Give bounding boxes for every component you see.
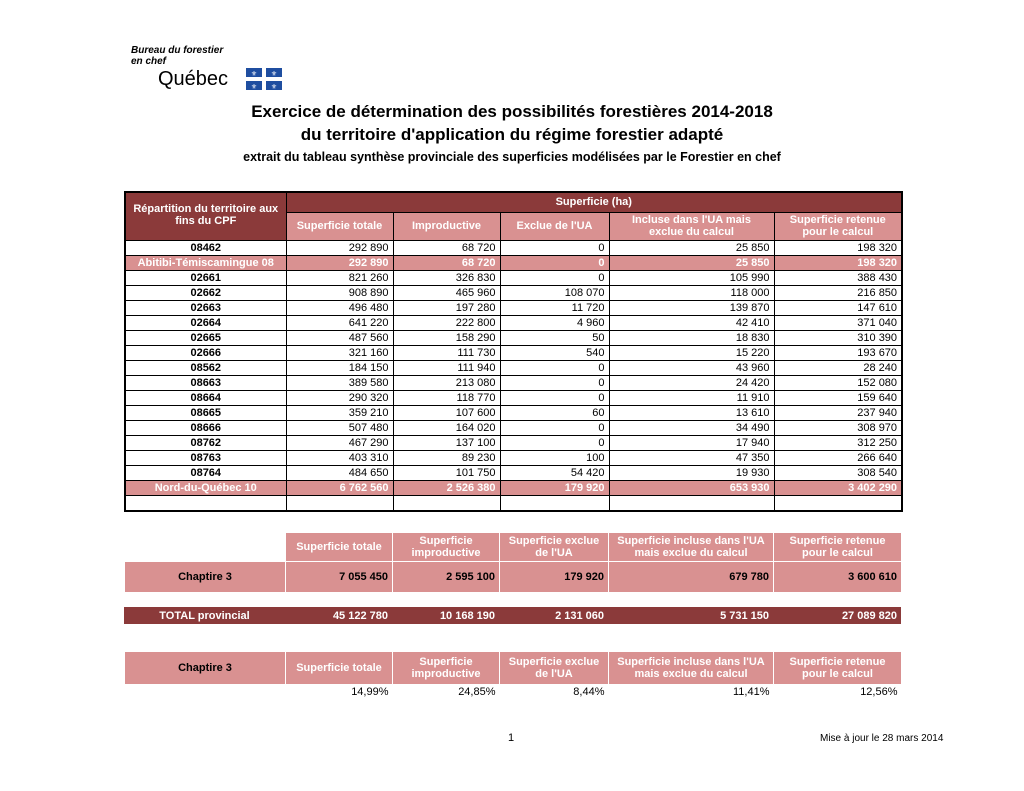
table-row	[125, 285, 902, 300]
svg-text:⚜: ⚜	[270, 71, 278, 78]
cell-value: 0	[500, 375, 609, 390]
total-value: 2 131 060	[499, 607, 608, 624]
row-label: 08562	[125, 360, 286, 375]
cell-value: 43 960	[609, 360, 774, 375]
cell-value: 467 290	[286, 435, 393, 450]
row-label: 08666	[125, 420, 286, 435]
cell-value: 100	[500, 450, 609, 465]
superficie-table	[124, 191, 903, 512]
cell-value: 198 320	[774, 255, 902, 270]
cell-value: 0	[500, 270, 609, 285]
cell-value: 18 830	[609, 330, 774, 345]
col-header-retenue: Superficie retenue pour le calcul	[774, 212, 902, 240]
cell-value: 193 670	[774, 345, 902, 360]
row-label: 08665	[125, 405, 286, 420]
cell-value: 19 930	[609, 465, 774, 480]
chapter-value: 2 595 100	[393, 562, 500, 593]
total-value: 5 731 150	[608, 607, 773, 624]
cell-value: 198 320	[774, 240, 902, 255]
svg-text:⚜: ⚜	[250, 71, 258, 78]
logo-quebec-text: Québec	[158, 68, 229, 90]
page-title: Exercice de détermination des possibilités forestières 2014-2018	[251, 102, 773, 121]
row-label: 08762	[125, 435, 286, 450]
cell-value: 308 540	[774, 465, 902, 480]
cell-value: 266 640	[774, 450, 902, 465]
row-label: Nord-du-Québec 10	[125, 480, 286, 495]
table-row	[125, 360, 902, 375]
cell-value: 15 220	[609, 345, 774, 360]
cell-value: 68 720	[393, 255, 500, 270]
cell-value: 13 610	[609, 405, 774, 420]
table-row	[125, 465, 902, 480]
percent-table	[124, 651, 902, 699]
cell-value: 164 020	[393, 420, 500, 435]
page-title-line2: du territoire d'application du régime forestier adapté	[300, 125, 724, 144]
percent-row	[125, 685, 902, 700]
percent-value: 11,41%	[609, 685, 774, 700]
cell-value: 25 850	[609, 255, 774, 270]
cell-value: 197 280	[393, 300, 500, 315]
percent-col-exclue: Superficie exclue de l'UA	[500, 652, 609, 685]
cell-value: 465 960	[393, 285, 500, 300]
table-row	[125, 420, 902, 435]
cell-value: 89 230	[393, 450, 500, 465]
cell-value: 108 070	[500, 285, 609, 300]
logo-line1: Bureau du forestier	[131, 45, 224, 56]
table-row	[125, 405, 902, 420]
cell-value: 105 990	[609, 270, 774, 285]
row-label: 08764	[125, 465, 286, 480]
cell-value: 216 850	[774, 285, 902, 300]
percent-value: 24,85%	[393, 685, 500, 700]
table-row	[125, 345, 902, 360]
percent-col-improductive: Superficie improductive	[393, 652, 500, 685]
cell-value: 326 830	[393, 270, 500, 285]
total-value: 45 122 780	[285, 607, 392, 624]
total-row	[124, 607, 901, 624]
cell-value: 11 720	[500, 300, 609, 315]
chapter-label: Chaptire 3	[125, 562, 286, 593]
cell-value: 28 240	[774, 360, 902, 375]
cell-value: 222 800	[393, 315, 500, 330]
cell-value: 0	[500, 360, 609, 375]
cell-value: 487 560	[286, 330, 393, 345]
cell-value: 292 890	[286, 240, 393, 255]
chapter-value: 679 780	[609, 562, 774, 593]
empty-row	[125, 495, 902, 511]
cell-value: 0	[500, 435, 609, 450]
row-label: 02666	[125, 345, 286, 360]
total-value: 27 089 820	[773, 607, 901, 624]
chapter-value: 3 600 610	[774, 562, 902, 593]
row-label: 02661	[125, 270, 286, 285]
table-row	[125, 390, 902, 405]
row-label: 02664	[125, 315, 286, 330]
cell-value: 118 000	[609, 285, 774, 300]
cell-value: 54 420	[500, 465, 609, 480]
svg-text:⚜: ⚜	[250, 84, 258, 90]
cell-value: 159 640	[774, 390, 902, 405]
cell-value: 47 350	[609, 450, 774, 465]
cell-value: 653 930	[609, 480, 774, 495]
cell-value: 237 940	[774, 405, 902, 420]
cell-value: 179 920	[500, 480, 609, 495]
cell-value: 147 610	[774, 300, 902, 315]
cell-value: 321 160	[286, 345, 393, 360]
cell-value: 184 150	[286, 360, 393, 375]
cell-value: 3 402 290	[774, 480, 902, 495]
summary-col-incluse: Superficie incluse dans l'UA mais exclue du calcul	[609, 533, 774, 562]
table-row	[125, 450, 902, 465]
row-label: 02663	[125, 300, 286, 315]
summary-col-exclue: Superficie exclue de l'UA	[500, 533, 609, 562]
cell-value: 17 940	[609, 435, 774, 450]
update-date: Mise à jour le 28 mars 2014	[820, 733, 944, 744]
cell-value: 403 310	[286, 450, 393, 465]
cell-value: 25 850	[609, 240, 774, 255]
cell-value: 42 410	[609, 315, 774, 330]
cell-value: 4 960	[500, 315, 609, 330]
cell-value: 312 250	[774, 435, 902, 450]
percent-col-incluse: Superficie incluse dans l'UA mais exclue du calcul	[609, 652, 774, 685]
cell-value: 137 100	[393, 435, 500, 450]
percent-value: 14,99%	[286, 685, 393, 700]
chapter-value: 179 920	[500, 562, 609, 593]
row-label: 08462	[125, 240, 286, 255]
cell-value: 34 490	[609, 420, 774, 435]
col-header-improductive: Improductive	[393, 212, 500, 240]
table-row	[125, 240, 902, 255]
cell-value: 118 770	[393, 390, 500, 405]
cell-value: 213 080	[393, 375, 500, 390]
cell-value: 24 420	[609, 375, 774, 390]
svg-text:⚜: ⚜	[270, 84, 278, 90]
table-row	[125, 375, 902, 390]
percent-value: 8,44%	[500, 685, 609, 700]
row-label: Abitibi-Témiscamingue 08	[125, 255, 286, 270]
cell-value: 11 910	[609, 390, 774, 405]
percent-label: Chaptire 3	[125, 652, 286, 685]
percent-value: 12,56%	[774, 685, 902, 700]
quebec-logo	[131, 46, 291, 96]
cell-value: 641 220	[286, 315, 393, 330]
summary-col-retenue: Superficie retenue pour le calcul	[774, 533, 902, 562]
logo-line2: en chef	[131, 56, 167, 67]
cell-value: 821 260	[286, 270, 393, 285]
table-row	[125, 435, 902, 450]
summary-col-total: Superficie totale	[286, 533, 393, 562]
table-row	[125, 330, 902, 345]
row-header: Répartition du territoire aux fins du CPF	[125, 192, 286, 240]
cell-value: 0	[500, 390, 609, 405]
cell-value: 388 430	[774, 270, 902, 285]
col-header-exclue: Exclue de l'UA	[500, 212, 609, 240]
cell-value: 310 390	[774, 330, 902, 345]
cell-value: 152 080	[774, 375, 902, 390]
percent-col-retenue: Superficie retenue pour le calcul	[774, 652, 902, 685]
cell-value: 507 480	[286, 420, 393, 435]
cell-value: 0	[500, 255, 609, 270]
cell-value: 290 320	[286, 390, 393, 405]
cell-value: 139 870	[609, 300, 774, 315]
cell-value: 60	[500, 405, 609, 420]
table-row	[125, 315, 902, 330]
cell-value: 389 580	[286, 375, 393, 390]
row-label: 08664	[125, 390, 286, 405]
cell-value: 496 480	[286, 300, 393, 315]
row-label: 02662	[125, 285, 286, 300]
cell-value: 111 940	[393, 360, 500, 375]
col-header-total: Superficie totale	[286, 212, 393, 240]
percent-col-total: Superficie totale	[286, 652, 393, 685]
summary-table	[124, 532, 902, 593]
cell-value: 0	[500, 420, 609, 435]
chapter-row	[125, 562, 902, 593]
cell-value: 68 720	[393, 240, 500, 255]
cell-value: 908 890	[286, 285, 393, 300]
cell-value: 371 040	[774, 315, 902, 330]
group-header: Superficie (ha)	[286, 192, 902, 212]
cell-value: 6 762 560	[286, 480, 393, 495]
cell-value: 50	[500, 330, 609, 345]
total-value: 10 168 190	[392, 607, 499, 624]
fleurdelise-flag-icon	[246, 68, 282, 90]
cell-value: 107 600	[393, 405, 500, 420]
cell-value: 111 730	[393, 345, 500, 360]
table-row	[125, 300, 902, 315]
row-label: 08663	[125, 375, 286, 390]
row-label: 08763	[125, 450, 286, 465]
chapter-value: 7 055 450	[286, 562, 393, 593]
cell-value: 484 650	[286, 465, 393, 480]
table-row	[125, 270, 902, 285]
page-subtitle: extrait du tableau synthèse provinciale des superficies modélisées par le Forestier en chef	[243, 150, 781, 164]
cell-value: 359 210	[286, 405, 393, 420]
cell-value: 0	[500, 240, 609, 255]
subtotal-row	[125, 480, 902, 495]
cell-value: 2 526 380	[393, 480, 500, 495]
cell-value: 540	[500, 345, 609, 360]
cell-value: 158 290	[393, 330, 500, 345]
page-number: 1	[508, 732, 515, 744]
cell-value: 101 750	[393, 465, 500, 480]
total-label: TOTAL provincial	[124, 607, 285, 624]
row-label: 02665	[125, 330, 286, 345]
summary-col-improductive: Superficie improductive	[393, 533, 500, 562]
subtotal-row	[125, 255, 902, 270]
total-table	[124, 607, 901, 624]
col-header-incluse: Incluse dans l'UA mais exclue du calcul	[609, 212, 774, 240]
cell-value: 292 890	[286, 255, 393, 270]
cell-value: 308 970	[774, 420, 902, 435]
